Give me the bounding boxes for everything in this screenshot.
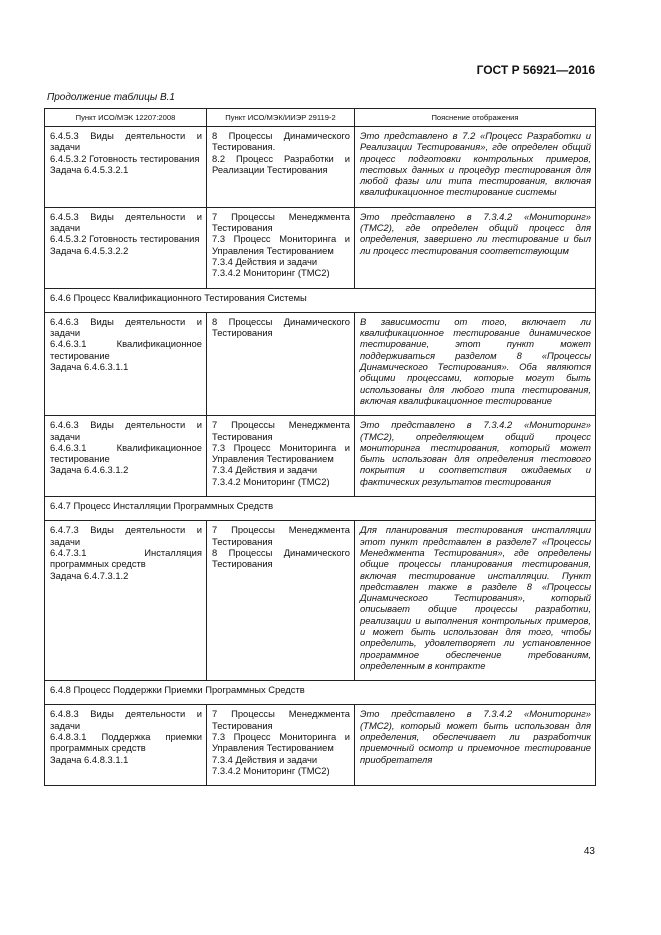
table-row	[45, 127, 596, 208]
section-title: 6.4.8 Процесс Поддержки Приемки Программных Средств	[45, 681, 596, 705]
clause-line: Задача 6.4.8.3.1.1	[50, 753, 129, 765]
table-header-row	[45, 109, 596, 127]
mapping-explanation-cell: В зависимости от того, включает ли квалификационное тестирование динамическое тестирование, этот пункт может поддерживаться разделом 8 «Процессы Динамического Тестирования». Оба являются общими процессами, которые могут быть использованы для любого типа тестирования, включая квалификационное тестирование	[355, 312, 596, 415]
clause-line: Задача 6.4.5.3.2.1	[50, 163, 129, 175]
mapping-explanation-cell: Это представлено в 7.3.4.2 «Мониторинг» (ТМС2), который может быть использован для определения, обеспечивает ли разработчик приемочный осмотр и приемочное тестирование приобретателя	[355, 705, 596, 786]
table-row	[45, 207, 596, 288]
mapping-table	[44, 108, 596, 786]
clause-line: 7.3.4 Действия и задачи	[212, 753, 318, 765]
iso12207-clause-cell	[45, 521, 207, 681]
clause-line: 7.3.4 Действия и задачи	[212, 255, 318, 267]
clause-line: 6.4.7.3 Виды деятельности и задачи	[50, 524, 202, 547]
iso12207-clause-cell	[45, 127, 207, 208]
clause-line: 7 Процессы Менеджмента Тестирования	[212, 210, 350, 234]
table-row	[45, 521, 596, 681]
clause-line: 7.3 Процесс Мониторинга и Управления Тестированием	[212, 233, 350, 256]
iso12207-clause-cell	[45, 207, 207, 288]
table-row	[45, 312, 596, 415]
column-header: Пояснение отображения	[355, 109, 596, 127]
section-title: 6.4.7 Процесс Инсталляции Программных Средств	[45, 497, 596, 521]
clause-line: 6.4.6.3.1 Квалификационное тестирование	[50, 338, 202, 361]
iso29119-clause-cell	[207, 207, 355, 288]
column-header: Пункт ИСО/МЭК 12207:2008	[45, 109, 207, 127]
clause-line: 6.4.6.3 Виды деятельности и задачи	[50, 419, 202, 442]
clause-line: 7.3.4.2 Мониторинг (ТМС2)	[212, 475, 330, 487]
clause-line: Задача 6.4.7.3.1.2	[50, 569, 129, 581]
clause-line: 6.4.5.3.2 Готовность тестирования	[50, 152, 200, 164]
clause-line: 7 Процессы Менеджмента Тестирования	[212, 419, 350, 442]
mapping-explanation-cell: Это представлено в 7.3.4.2 «Мониторинг» (ТМС2), где определен общий процесс для определения, завершено ли тестирование и был ли процесс тестирования соответствующим	[355, 207, 596, 288]
clause-line: Задача 6.4.5.3.2.2	[50, 244, 129, 256]
table-row	[45, 705, 596, 786]
iso29119-clause-cell	[207, 705, 355, 786]
section-row	[45, 288, 596, 312]
clause-line: 8 Процессы Динамического Тестирования	[212, 546, 350, 570]
clause-line: Задача 6.4.6.3.1.1	[50, 361, 129, 373]
clause-line: 7.3.4.2 Мониторинг (ТМС2)	[212, 764, 330, 776]
section-row	[45, 497, 596, 521]
mapping-explanation-cell: Это представлено в 7.3.4.2 «Мониторинг» (ТМС2), определяющем общий процесс мониторинга тестирования, который может быть использован для определения тестового покрытия и соответствия ожидаемых и фактических результатов тестирования	[355, 416, 596, 497]
clause-line: 7.3.4 Действия и задачи	[212, 464, 318, 476]
document-id: ГОСТ Р 56921—2016	[476, 63, 595, 77]
clause-line: 6.4.8.3 Виды деятельности и задачи	[50, 708, 202, 731]
table-caption: Продолжение таблицы В.1	[47, 92, 175, 103]
clause-line: 6.4.5.3.2 Готовность тестирования	[50, 233, 200, 245]
clause-line: 6.4.8.3.1 Поддержка приемки программных средств	[50, 731, 202, 754]
clause-line: 8 Процессы Динамического Тестирования.	[212, 130, 350, 153]
mapping-explanation-cell: Это представлено в 7.2 «Процесс Разработки и Реализации Тестирования», где определен общий процесс подготовки контрольных примеров, тестовых данных и процедур тестирования для любой фазы или типа тестирования, включая квалификационное тестирование системы	[355, 127, 596, 208]
page-number: 43	[583, 846, 595, 857]
table-row	[45, 416, 596, 497]
mapping-explanation-cell: Для планирования тестирования инсталляции этот пункт представлен в разделе7 «Процессы Менеджмента Тестирования», где определены общие процессы планирования тестирования, включая тестирование инсталляции. Пункт представлен также в разделе 8 «Процессы Динамического Тестирования», который описывает общие процессы разработки, реализации и выполнения контрольных примеров, и может быть использован для того, чтобы определить, удовлетворяет ли установленное программное обеспечение требованиям, определенным в контракте	[355, 521, 596, 681]
clause-line: 7 Процессы Менеджмента Тестирования	[212, 524, 350, 547]
iso12207-clause-cell	[45, 416, 207, 497]
iso29119-clause-cell	[207, 127, 355, 208]
clause-line: 8 Процессы Динамического Тестирования	[212, 315, 350, 339]
clause-line: 6.4.5.3 Виды деятельности и задачи	[50, 130, 202, 153]
iso29119-clause-cell	[207, 312, 355, 415]
clause-line: 7.3 Процесс Мониторинга и Управления Тестированием	[212, 731, 350, 754]
clause-line: 7.3 Процесс Мониторинга и Управления Тестированием	[212, 441, 350, 465]
clause-line: 6.4.5.3 Виды деятельности и задачи	[50, 210, 202, 234]
clause-line: 7 Процессы Менеджмента Тестирования	[212, 708, 350, 731]
clause-line: 6.4.6.3.1 Квалификационное тестирование	[50, 441, 202, 465]
section-title: 6.4.6 Процесс Квалификационного Тестирования Системы	[45, 288, 596, 312]
column-header: Пункт ИСО/МЭК/ИИЭР 29119-2	[207, 109, 355, 127]
clause-line: 8.2 Процесс Разработки и Реализации Тестирования	[212, 152, 350, 175]
iso29119-clause-cell	[207, 416, 355, 497]
iso12207-clause-cell	[45, 705, 207, 786]
iso12207-clause-cell	[45, 312, 207, 415]
clause-line: 6.4.6.3 Виды деятельности и задачи	[50, 315, 202, 339]
clause-line: Задача 6.4.6.3.1.2	[50, 464, 129, 476]
section-row	[45, 681, 596, 705]
clause-line: 6.4.7.3.1 Инсталляция программных средств	[50, 546, 202, 570]
clause-line: 7.3.4.2 Мониторинг (ТМС2)	[212, 267, 330, 279]
iso29119-clause-cell	[207, 521, 355, 681]
